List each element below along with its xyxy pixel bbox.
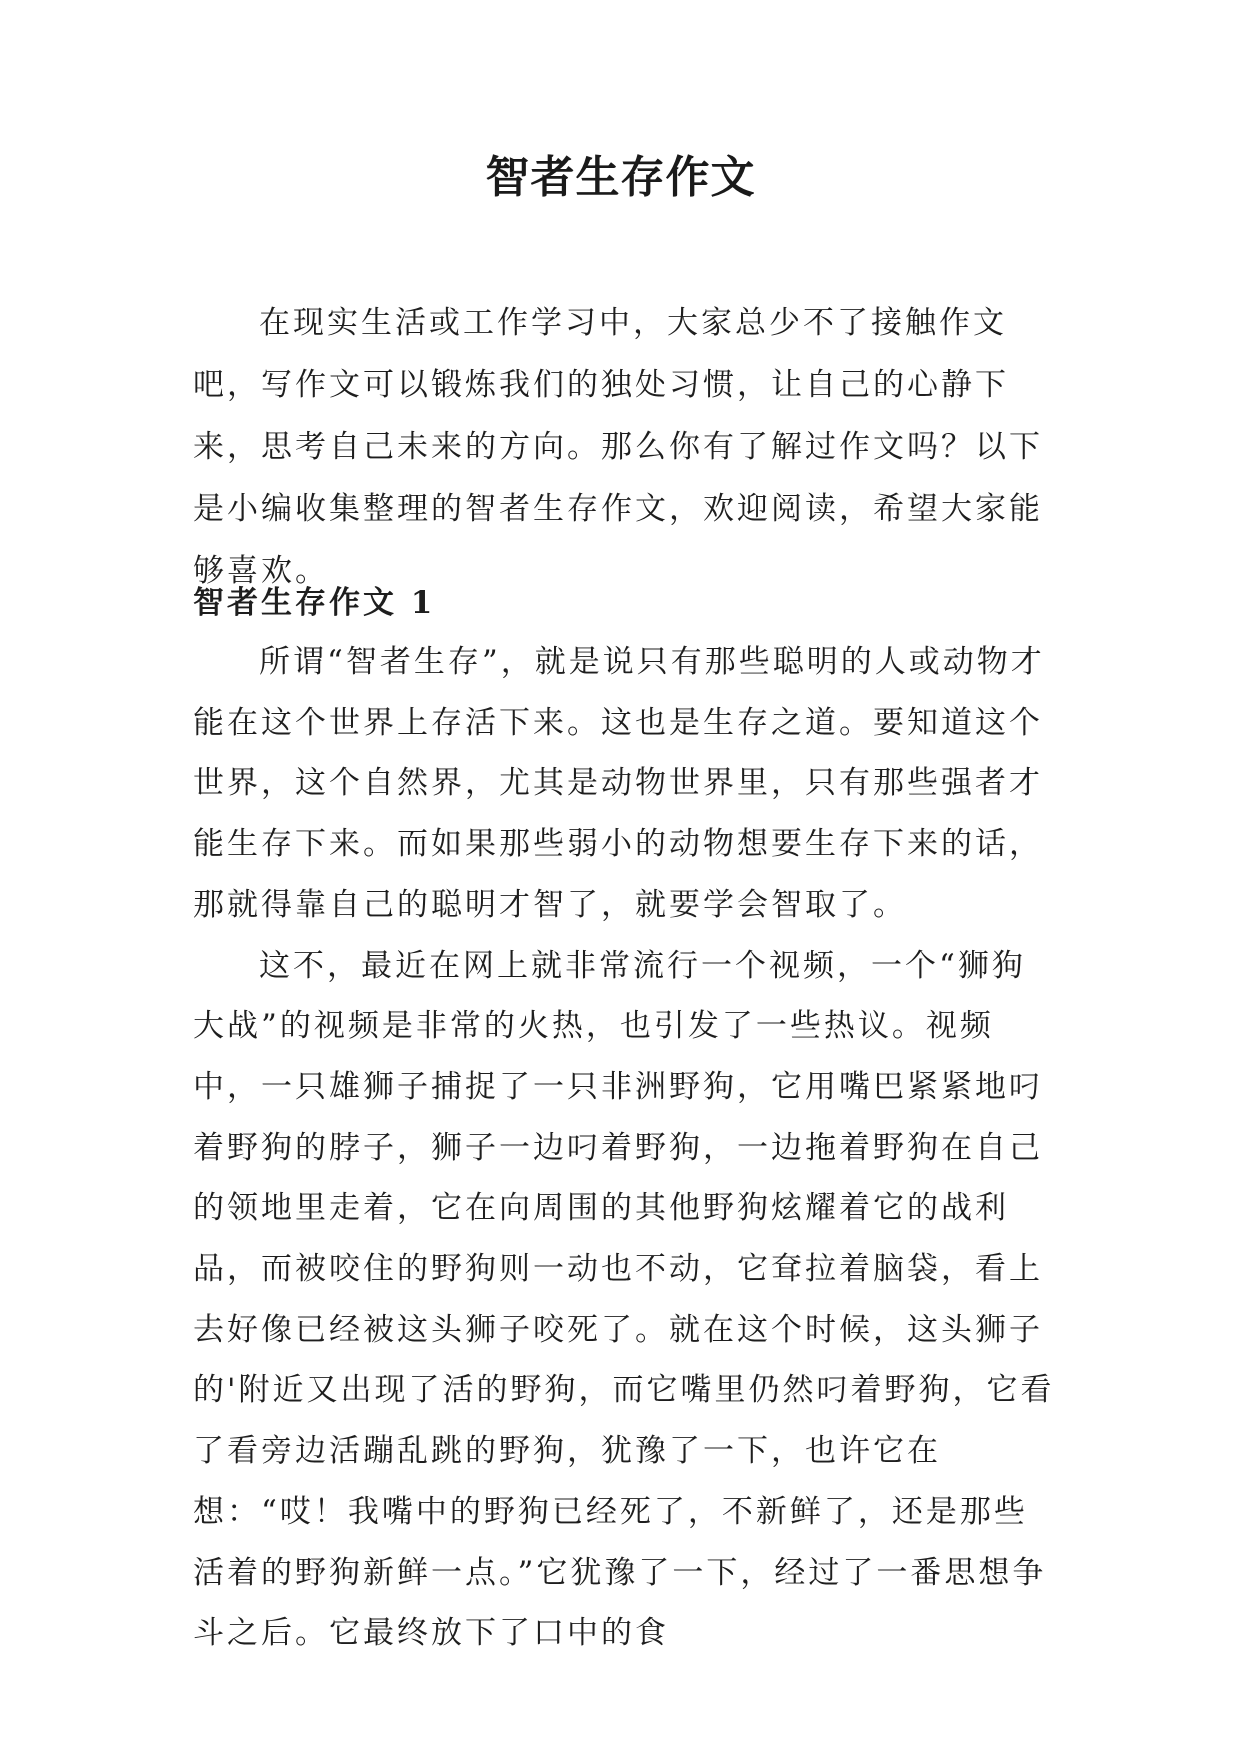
essay-paragraph-1: 所谓“智者生存”，就是说只有那些聪明的人或动物才能在这个世界上存活下来。这也是生存之道。要知道这个世界，这个自然界，尤其是动物世界里，只有那些强者才能生存下来。而如果那些弱小的动物想要生存下来的话，那就得靠自己的聪明才智了，就要学会智取了。 [193,644,1045,923]
essay-body [193,632,1055,1664]
document-title: 智者生存作文 [485,152,756,203]
essay-paragraph-2: 这不，最近在网上就非常流行一个视频，一个“狮狗大战”的视频是非常的火热，也引发了一些热议。视频中，一只雄狮子捕捉了一只非洲野狗，它用嘴巴紧紧地叼着野狗的脖子，狮子一边叼着野狗，一边拖着野狗在自己的领地里走着，它在向周围的其他野狗炫耀着它的战利品，而被咬住的野狗则一动也不动，它耷拉着脑袋，看上去好像已经被这头狮子咬死了。就在这个时候，这头狮子的'附近又出现了活的野狗，而它嘴里仍然叼着野狗，它看了看旁边活蹦乱跳的野狗，犹豫了一下，也许它在想：“哎！我嘴中的野狗已经死了，不新鲜了，还是那些活着的野狗新鲜一点。”它犹豫了一下，经过了一番思想争斗之后。它最终放下了口中的食 [193,947,1055,1652]
intro-section [193,292,1055,602]
section-heading: 智者生存作文 1 [193,585,436,621]
intro-paragraph: 在现实生活或工作学习中，大家总少不了接触作文吧，写作文可以锻炼我们的独处习惯，让自己的心静下来，思考自己未来的方向。那么你有了解过作文吗？以下是小编收集整理的智者生存作文，欢迎阅读，希望大家能够喜欢。 [193,305,1043,589]
